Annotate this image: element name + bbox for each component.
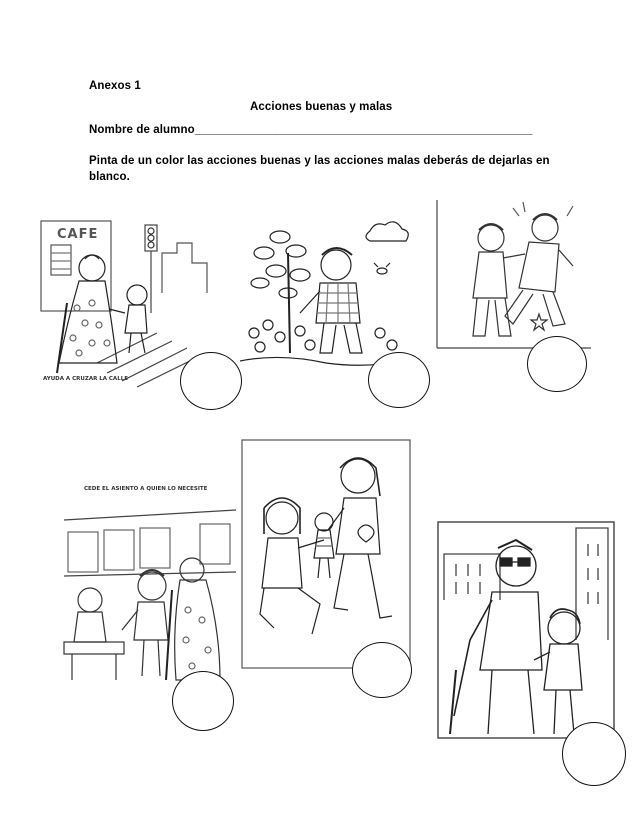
caption-crossing-street: AYUDA A CRUZAR LA CALLE — [43, 376, 128, 382]
boy-helping-blind-man-icon — [436, 520, 616, 740]
picture-doll-fight — [240, 438, 412, 670]
cafe-sign: CAFE — [57, 227, 99, 242]
picture-children-fighting — [433, 196, 595, 352]
children-fighting-icon — [433, 196, 595, 352]
picture-giving-seat — [60, 480, 240, 686]
page-title: Acciones buenas y malas — [250, 101, 393, 113]
student-name-field[interactable]: Nombre de alumno____________________________________________________ — [89, 124, 533, 136]
answer-circle-5[interactable] — [352, 642, 412, 698]
picture-helping-blind-man — [436, 520, 616, 740]
caption-giving-seat: CEDE EL ASIENTO A QUIEN LO NECESITE — [84, 486, 208, 492]
bus-seat-giving-icon — [60, 480, 240, 686]
answer-circle-2[interactable] — [368, 352, 430, 408]
child-watering-plants-icon — [240, 213, 412, 371]
instructions: Pinta de un color las acciones buenas y las acciones malas deberás de dejarlas en blanco. — [89, 155, 550, 183]
annex-label: Anexos 1 — [89, 80, 141, 92]
answer-circle-4[interactable] — [172, 671, 234, 731]
girls-fighting-over-doll-icon — [240, 438, 412, 670]
picture-watering-plants — [240, 213, 412, 371]
answer-circle-3[interactable] — [527, 336, 587, 392]
answer-circle-1[interactable] — [180, 352, 242, 410]
answer-circle-6[interactable] — [562, 722, 626, 786]
